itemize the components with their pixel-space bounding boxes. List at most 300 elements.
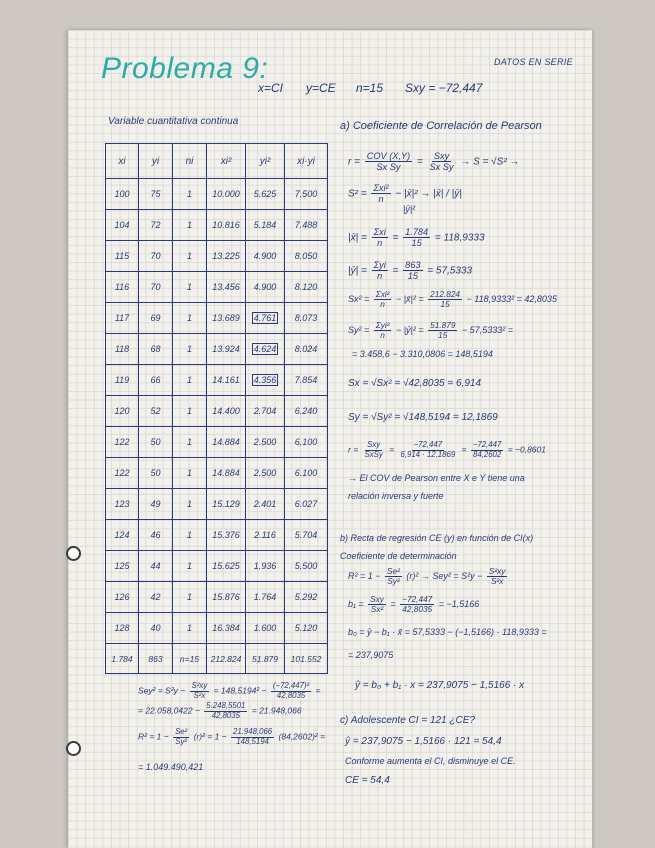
table-cell-value: 1.764 xyxy=(253,592,277,602)
table-cell xyxy=(246,520,285,551)
table-cell xyxy=(246,179,285,210)
table-cell-value: 70 xyxy=(150,251,161,261)
variance-definition-sub: |ȳ|² xyxy=(403,204,416,214)
table-cell-value: 2.401 xyxy=(253,499,277,509)
table-total-cell xyxy=(246,644,285,674)
formula-text: = xyxy=(386,444,397,455)
table-cell xyxy=(173,396,207,427)
table-cell xyxy=(285,396,328,427)
fraction xyxy=(374,321,392,341)
formula-text: R² = 1 − xyxy=(348,571,384,582)
fraction-numerator: S²xy xyxy=(488,567,506,576)
table-cell xyxy=(285,365,328,396)
fraction xyxy=(371,183,390,205)
table-total-cell xyxy=(285,644,328,674)
formula-text: = 21.948,066 xyxy=(249,705,302,716)
fraction xyxy=(372,227,388,249)
table-cell-value: 46 xyxy=(150,530,161,540)
regression-line: ŷ = b₀ + b₁ · x = 237,9075 − 1,5166 · x xyxy=(355,680,525,691)
prediction-conclusion: Conforme aumenta el CI, disminuye el CE. xyxy=(345,756,516,766)
fraction-numerator: S²xy xyxy=(191,681,208,690)
table-cell xyxy=(207,210,246,241)
table-cell-value: 10.000 xyxy=(212,189,240,199)
table-header-label: xi·yi xyxy=(297,155,315,167)
fraction-numerator: 21.948,066 xyxy=(233,727,273,736)
table-cell xyxy=(246,241,285,272)
table-cell xyxy=(139,272,173,303)
fraction-numerator: −72,447 xyxy=(413,440,443,449)
variable-x: x=CI xyxy=(258,81,284,95)
table-cell-value: 8.073 xyxy=(294,313,318,323)
table-cell xyxy=(207,613,246,644)
table-cell xyxy=(139,303,173,334)
formula-text: = xyxy=(313,685,321,696)
table-cell-value: 1 xyxy=(186,437,192,447)
fraction-denominator: Sx² xyxy=(370,605,384,615)
page-title: Problema 9: xyxy=(101,52,269,85)
table-cell xyxy=(285,334,328,365)
table-cell-value: 117 xyxy=(114,313,130,323)
table-total-value: n=15 xyxy=(179,653,200,664)
table-cell xyxy=(173,582,207,613)
table-cell xyxy=(106,427,139,458)
formula-text: (r)² = 1 − xyxy=(191,731,230,742)
fraction-denominator: n xyxy=(378,194,384,205)
formula-text: = xyxy=(389,265,402,277)
fraction-denominator: 15 xyxy=(411,238,422,249)
table-cell-value: 16.384 xyxy=(212,623,240,633)
table-header-label: xi xyxy=(118,155,126,167)
intercept-value: = 237,9075 xyxy=(348,650,394,660)
table-cell xyxy=(173,303,207,334)
prediction-result: CE = 54,4 xyxy=(345,775,390,786)
table-cell xyxy=(246,582,285,613)
table-cell-value: 125 xyxy=(114,561,130,571)
table-cell-value: 15.876 xyxy=(212,592,240,602)
fraction xyxy=(400,595,434,615)
table-cell-value: 6.100 xyxy=(294,468,318,478)
formula-text: − 57,5333² = xyxy=(459,325,513,336)
table-cell xyxy=(173,520,207,551)
table-cell-value: 1 xyxy=(186,189,192,199)
correlation-result xyxy=(348,441,546,460)
determination-calculation xyxy=(138,728,325,747)
table-cell xyxy=(285,241,328,272)
table-cell xyxy=(285,303,328,334)
table-cell xyxy=(285,520,328,551)
section-c-heading: c) Adolescente CI = 121 ¿CE? xyxy=(340,715,475,726)
table-cell-value: 7.854 xyxy=(294,375,318,385)
fraction xyxy=(471,441,503,460)
variance-y-formula xyxy=(348,321,513,341)
intercept-formula: b₀ = ȳ − b₁ · x̄ = 57,5333 − (−1,5166) · 118,9333 = xyxy=(348,627,547,637)
fraction-numerator: (−72,447)² xyxy=(272,681,310,690)
table-cell-value: 5.625 xyxy=(253,189,277,199)
fraction-numerator: Sxy xyxy=(370,595,384,604)
fraction-denominator: 42,8035 xyxy=(211,710,240,720)
formula-text: = 118,9333 xyxy=(432,232,485,244)
fraction xyxy=(173,728,189,747)
correlation-conclusion: → El COV de Pearson entre X e Y tiene una xyxy=(348,473,525,483)
table-cell-value: 1 xyxy=(186,344,192,354)
fraction-numerator: 5.248,5501 xyxy=(206,701,246,710)
std-dev-x: Sx = √Sx² = √42,8035 = 6,914 xyxy=(348,378,482,389)
table-cell-value: 120 xyxy=(114,406,130,416)
table-cell-value: 1 xyxy=(186,623,192,633)
table-cell xyxy=(246,396,285,427)
table-cell xyxy=(139,396,173,427)
table-cell xyxy=(106,272,139,303)
variance-x-formula xyxy=(348,290,557,310)
table-cell-value: 13.689 xyxy=(212,313,240,323)
boxed-value: 4.624 xyxy=(253,344,277,354)
fraction xyxy=(372,260,388,282)
table-cell xyxy=(139,551,173,582)
section-b-heading: b) Recta de regresión CE (y) en función de CI(x) xyxy=(340,533,534,543)
table-cell xyxy=(207,582,246,613)
table-cell-value: 50 xyxy=(150,437,161,447)
sample-size: n=15 xyxy=(356,81,384,95)
fraction-denominator: Sx Sy xyxy=(376,162,401,173)
table-cell-value: 2.704 xyxy=(253,406,277,416)
table-cell xyxy=(207,179,246,210)
table-total-value: 1.784 xyxy=(111,653,133,664)
fraction xyxy=(398,441,457,460)
table-header-cell xyxy=(285,144,328,179)
table-cell-value: 123 xyxy=(114,499,130,509)
table-cell-value: 115 xyxy=(114,251,130,261)
table-cell-value: 15.625 xyxy=(212,561,240,571)
table-cell xyxy=(285,613,328,644)
table-cell-value: 7.488 xyxy=(294,220,318,230)
table-cell-value: 7.500 xyxy=(294,189,318,199)
punch-hole xyxy=(66,546,81,561)
table-header-cell xyxy=(106,144,139,179)
table-cell-value: 1 xyxy=(186,561,192,571)
table-cell xyxy=(285,272,328,303)
fraction-denominator: n xyxy=(380,331,385,341)
table-header-cell xyxy=(139,144,173,179)
fraction xyxy=(385,567,402,587)
formula-text: = xyxy=(414,156,426,168)
table-cell-value: 5.704 xyxy=(294,530,318,540)
table-cell-value: 122 xyxy=(114,437,130,447)
fraction-numerator: Se² xyxy=(175,727,188,736)
table-cell-value: 4.900 xyxy=(253,282,277,292)
formula-text: = 148,5194² − xyxy=(211,685,269,696)
table-total-cell xyxy=(207,644,246,674)
table-cell xyxy=(246,458,285,489)
table-cell xyxy=(246,334,285,365)
table-cell xyxy=(106,210,139,241)
boxed-value: 4.761 xyxy=(253,313,277,323)
table-cell-value: 40 xyxy=(150,623,161,633)
table-cell xyxy=(106,179,139,210)
table-cell-value: 1 xyxy=(186,313,192,323)
fraction-numerator: Σxi² xyxy=(375,290,390,299)
formula-text: r = xyxy=(348,444,361,455)
table-cell-value: 6.240 xyxy=(294,406,318,416)
table-cell-value: 68 xyxy=(150,344,161,354)
table-cell xyxy=(139,613,173,644)
table-cell xyxy=(246,613,285,644)
formula-text: → S = √S² → xyxy=(457,156,520,168)
fraction-numerator: Σyi xyxy=(373,260,386,270)
formula-text: − |x̄|² → |x̄| / |ȳ| xyxy=(392,188,462,200)
table-cell xyxy=(106,303,139,334)
table-cell-value: 2.500 xyxy=(253,437,277,447)
fraction-numerator: Sxy xyxy=(367,440,381,449)
fraction-denominator: 15 xyxy=(440,300,450,310)
fraction xyxy=(365,151,412,173)
boxed-value: 4.356 xyxy=(253,375,277,385)
table-cell xyxy=(139,179,173,210)
table-cell-value: 5.120 xyxy=(294,623,318,633)
section-a-heading: a) Coeficiente de Correlación de Pearson xyxy=(340,120,542,132)
table-total-value: 51.879 xyxy=(252,653,278,664)
table-cell xyxy=(173,179,207,210)
table-total-value: 101.552 xyxy=(290,653,322,664)
table-cell-value: 1 xyxy=(186,282,192,292)
table-cell xyxy=(106,396,139,427)
table-cell xyxy=(285,179,328,210)
table-total-cell xyxy=(106,644,139,674)
table-cell xyxy=(139,520,173,551)
fraction-denominator: n xyxy=(380,300,385,310)
table-header-cell xyxy=(246,144,285,179)
table-cell xyxy=(139,427,173,458)
table-cell xyxy=(173,551,207,582)
table-cell-value: 70 xyxy=(150,282,161,292)
determination-result: = 1.049.490,421 xyxy=(138,762,204,772)
table-cell xyxy=(285,582,328,613)
table-cell-value: 49 xyxy=(150,499,161,509)
table-cell xyxy=(106,520,139,551)
fraction xyxy=(190,682,210,701)
table-header-label: xi² xyxy=(220,155,232,167)
fraction-numerator: 863 xyxy=(405,260,421,270)
table-cell-value: 8.024 xyxy=(294,344,318,354)
table-cell-value: 15.376 xyxy=(212,530,240,540)
table-header-label: ni xyxy=(185,155,194,167)
table-cell-value: 8.050 xyxy=(294,251,318,261)
fraction-denominator: 42,8035 xyxy=(402,605,433,615)
table-cell xyxy=(106,365,139,396)
table-cell-value: 1.936 xyxy=(253,561,277,571)
fraction-denominator: 15 xyxy=(438,331,448,341)
table-cell xyxy=(139,365,173,396)
covariance-value: Sxy = −72,447 xyxy=(405,81,483,95)
table-cell-value: 8.120 xyxy=(294,282,318,292)
table-cell xyxy=(139,334,173,365)
fraction xyxy=(403,260,422,282)
table-cell xyxy=(106,613,139,644)
table-cell xyxy=(106,551,139,582)
fraction-numerator: COV (X,Y) xyxy=(366,151,411,161)
table-total-cell xyxy=(173,644,207,674)
table-header-cell xyxy=(207,144,246,179)
section-b-subheading: Coeficiente de determinación xyxy=(340,551,457,561)
table-header-cell xyxy=(173,144,207,179)
formula-text: − |ȳ|² = xyxy=(393,325,427,336)
fraction-numerator: Sxy xyxy=(433,151,450,161)
table-cell-value: 5.184 xyxy=(253,220,277,230)
table-cell-value: 119 xyxy=(114,375,130,385)
table-cell-value: 2.500 xyxy=(253,468,277,478)
table-cell xyxy=(173,334,207,365)
fraction xyxy=(428,290,462,310)
table-cell-value: 72 xyxy=(150,220,161,230)
table-cell xyxy=(285,427,328,458)
fraction xyxy=(428,151,456,173)
formula-text: |x̄| = xyxy=(348,232,370,244)
fraction-denominator: n xyxy=(377,238,383,249)
table-cell-value: 1.600 xyxy=(253,623,277,633)
table-cell xyxy=(207,427,246,458)
table-cell-value: 104 xyxy=(114,220,130,230)
formula-text: R² = 1 − xyxy=(138,731,172,742)
table-header-label: yi xyxy=(151,155,160,167)
fraction xyxy=(428,321,457,341)
table-cell xyxy=(106,241,139,272)
correlation-definition xyxy=(348,151,519,173)
table-cell-value: 13.456 xyxy=(212,282,240,292)
formula-text: Sy² = xyxy=(348,325,372,336)
variance-y-result: = 3.458,6 − 3.310,0806 = 148,5194 xyxy=(352,349,493,359)
determination-definition xyxy=(348,567,509,587)
table-total-value: 863 xyxy=(148,653,163,664)
table-cell-value: 1 xyxy=(186,499,192,509)
table-cell-value: 122 xyxy=(114,468,130,478)
formula-text: = −1,5166 xyxy=(436,599,480,610)
table-cell xyxy=(207,334,246,365)
fraction-denominator: 15 xyxy=(407,271,418,282)
fraction-numerator: Σxi xyxy=(373,227,386,237)
table-cell-value: 66 xyxy=(150,375,161,385)
slope-formula xyxy=(348,595,479,615)
table-cell xyxy=(285,458,328,489)
formula-text: Sx² = xyxy=(348,294,372,305)
table-header-label: yi² xyxy=(259,155,271,167)
fraction xyxy=(204,702,247,721)
fraction-numerator: −72,447 xyxy=(472,440,502,449)
table-cell xyxy=(173,613,207,644)
formula-text: = −0,8601 xyxy=(505,444,546,455)
punch-hole xyxy=(66,741,81,756)
table-cell xyxy=(173,365,207,396)
prediction-formula: ŷ = 237,9075 − 1,5166 · 121 = 54,4 xyxy=(345,736,502,747)
fraction-denominator: Sx Sy xyxy=(429,162,454,173)
table-cell xyxy=(207,551,246,582)
formula-text: (84,2602)² = xyxy=(276,731,326,742)
fraction xyxy=(374,290,392,310)
table-cell-value: 14.400 xyxy=(212,406,240,416)
table-cell xyxy=(246,489,285,520)
table-cell-value: 1 xyxy=(186,375,192,385)
table-cell xyxy=(173,210,207,241)
correlation-conclusion-cont: relación inversa y fuerte xyxy=(348,491,444,501)
formula-text: (r)² → Sey² = S²y − xyxy=(403,571,485,582)
formula-text: S² = xyxy=(348,188,370,200)
formula-text: = xyxy=(459,444,469,455)
table-cell xyxy=(173,458,207,489)
formula-text: b₁ = xyxy=(348,599,367,610)
table-cell-value: 14.884 xyxy=(212,437,240,447)
fraction-denominator: 84,2602 xyxy=(472,449,502,459)
table-cell-value: 14.884 xyxy=(212,468,240,478)
table-cell-value: 1 xyxy=(186,468,192,478)
table-cell xyxy=(246,210,285,241)
table-total-value: 212.824 xyxy=(210,653,242,664)
table-cell xyxy=(246,272,285,303)
table-cell xyxy=(207,520,246,551)
table-cell-value: 14.161 xyxy=(212,375,240,385)
table-cell xyxy=(246,551,285,582)
fraction-numerator: 1.784 xyxy=(405,227,429,237)
table-cell-value: 6.100 xyxy=(294,437,318,447)
table-cell xyxy=(207,489,246,520)
fraction xyxy=(231,728,274,747)
table-cell-value: 10.816 xyxy=(212,220,240,230)
table-cell-value: 1 xyxy=(186,251,192,261)
table-cell-value: 6.027 xyxy=(294,499,318,509)
fraction-denominator: SxSy xyxy=(364,449,383,459)
table-cell-value: 13.225 xyxy=(212,251,240,261)
variable-y: y=CE xyxy=(306,81,336,95)
formula-text: = 22.058,0422 − xyxy=(138,705,203,716)
table-cell xyxy=(106,334,139,365)
formula-text: = 57,5333 xyxy=(424,265,473,277)
table-cell-value: 44 xyxy=(150,561,161,571)
fraction-numerator: Se² xyxy=(387,567,400,576)
formula-text: − |x̄|² = xyxy=(393,294,427,305)
residual-variance-result xyxy=(138,702,302,721)
table-cell xyxy=(207,458,246,489)
table-cell xyxy=(139,241,173,272)
fraction xyxy=(363,441,385,460)
table-cell xyxy=(285,210,328,241)
formula-text: Sey² = S²y − xyxy=(138,685,188,696)
table-cell xyxy=(285,551,328,582)
table-cell xyxy=(173,241,207,272)
fraction-denominator: S²x xyxy=(490,577,504,587)
fraction-numerator: 51.879 xyxy=(430,321,456,330)
table-cell-value: 100 xyxy=(114,189,130,199)
std-dev-y: Sy = √Sy² = √148,5194 = 12,1869 xyxy=(348,412,498,423)
formula-text: = xyxy=(387,599,399,610)
table-cell-value: 15.129 xyxy=(212,499,240,509)
table-cell xyxy=(207,241,246,272)
table-cell-value: 5.500 xyxy=(294,561,318,571)
table-cell-value: 1 xyxy=(186,406,192,416)
table-cell xyxy=(246,427,285,458)
table-cell-value: 118 xyxy=(114,344,130,354)
table-cell-value: 116 xyxy=(114,282,130,292)
table-cell xyxy=(139,489,173,520)
fraction-denominator: 6,914 · 12,1869 xyxy=(400,449,456,459)
table-cell xyxy=(173,489,207,520)
fraction-denominator: Sy² xyxy=(175,736,188,746)
table-cell xyxy=(246,365,285,396)
formula-text: − 118,9333² = 42,8035 xyxy=(464,294,557,305)
table-cell xyxy=(173,272,207,303)
table-cell xyxy=(106,582,139,613)
table-cell xyxy=(173,427,207,458)
table-cell-value: 13.924 xyxy=(212,344,240,354)
table-cell xyxy=(285,489,328,520)
table-cell-value: 126 xyxy=(114,592,130,602)
fraction xyxy=(271,682,311,701)
